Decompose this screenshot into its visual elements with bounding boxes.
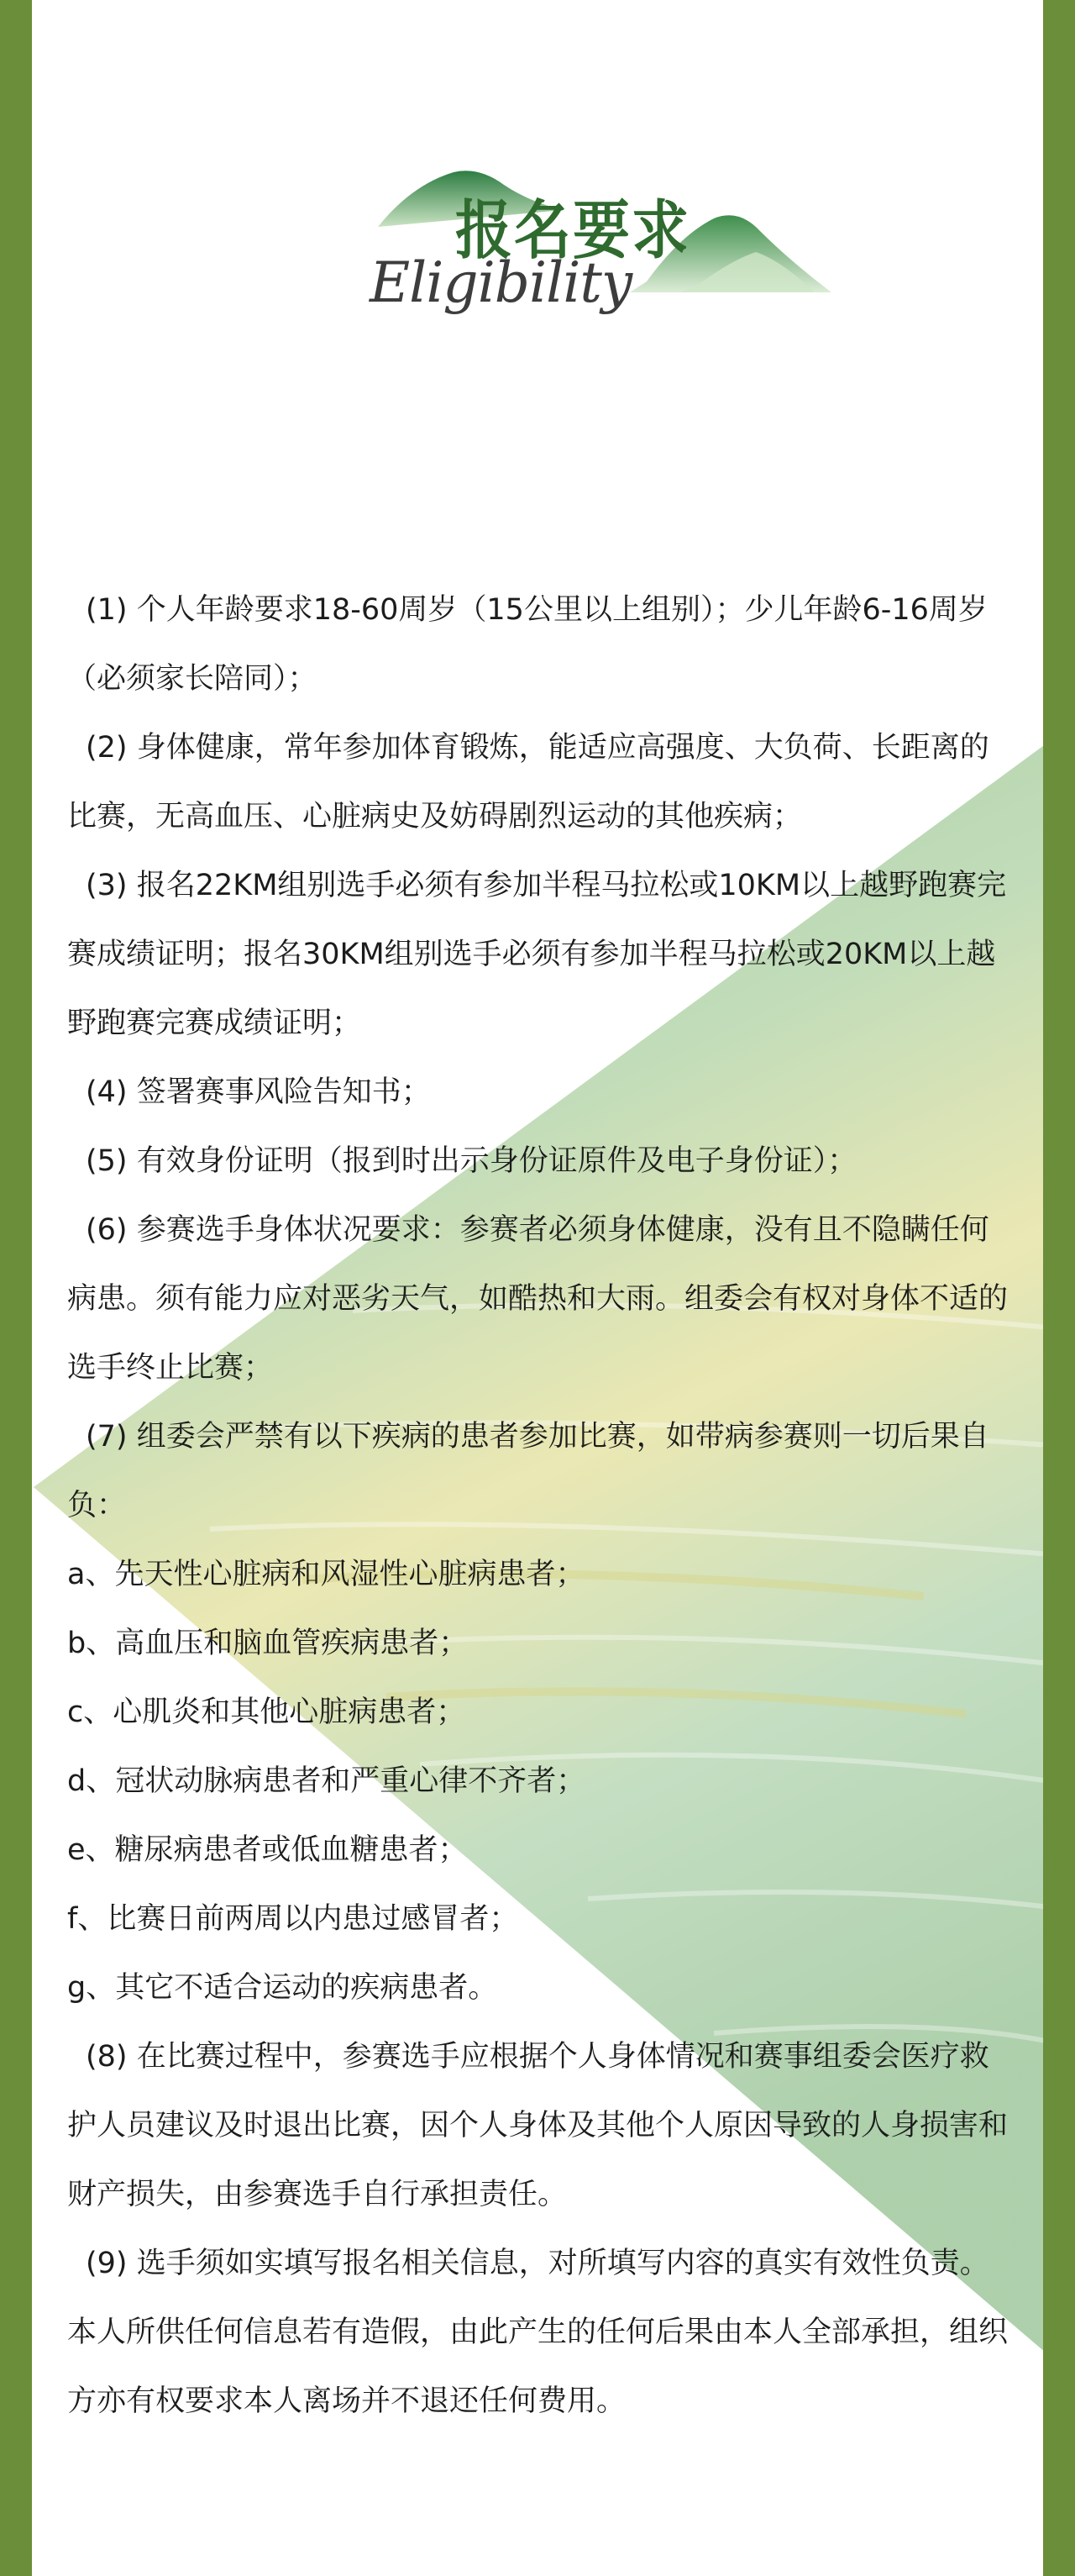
disease-item: c、心肌炎和其他心脏病患者； (67, 1695, 466, 1729)
requirement-item: (9) 选手须如实填写报名相关信息，对所填写内容的真实有效性负责。本人所供任何信息若有造假，由此产生的任何后果由本人全部承担，组织方亦有权要求本人离场并不退还任何费用。 (67, 2247, 1009, 2418)
disease-item: b、高血压和脑血管疾病患者； (67, 1627, 469, 1660)
right-border (1043, 0, 1075, 2576)
requirement-item: (6) 参赛选手身体状况要求：参赛者必须身体健康，没有且不隐瞒任何病患。须有能力应对恶劣天气，如酷热和大雨。组委会有权对身体不适的选手终止比赛； (67, 1213, 1009, 1385)
requirement-item: (8) 在比赛过程中，参赛选手应根据个人身体情况和赛事组委会医疗救护人员建议及时退出比赛，因个人身体及其他个人原因导致的人身损害和财产损失，由参赛选手自行承担责任。 (67, 2040, 1009, 2211)
requirement-item: (4) 签署赛事风险告知书； (86, 1075, 431, 1109)
section-header (361, 160, 848, 361)
disease-item: e、糖尿病患者或低血糖患者； (67, 1833, 468, 1867)
disease-item: f、比赛日前两周以内患过感冒者； (67, 1902, 519, 1936)
page-subtitle: Eligibility (370, 250, 632, 315)
requirement-item: (7) 组委会严禁有以下疾病的患者参加比赛，如带病参赛则一切后果自负： (67, 1420, 989, 1522)
requirement-item: (5) 有效身份证明（报到时出示身份证原件及电子身份证）； (86, 1144, 857, 1178)
disease-item: a、先天性心脏病和风湿性心脏病患者； (67, 1558, 585, 1591)
disease-item: d、冠状动脉病患者和严重心律不齐者； (67, 1764, 586, 1798)
requirement-item: (3) 报名22KM组别选手必须有参加半程马拉松或10KM以上越野跑赛完赛成绩证明；报名30KM组别选手必须有参加半程马拉松或20KM以上越野跑赛完赛成绩证明； (67, 869, 1007, 1040)
requirement-item: (1) 个人年龄要求18-60周岁（15公里以上组别）；少儿年龄6-16周岁（必须家长陪同）； (67, 593, 988, 696)
page-title: 报名要求 (455, 193, 691, 269)
requirements-body (67, 576, 1016, 2436)
requirement-item: (2) 身体健康，常年参加体育锻炼，能适应高强度、大负荷、长距离的比赛，无高血压、心脏病史及妨碍剧烈运动的其他疾病； (67, 731, 989, 833)
disease-item: g、其它不适合运动的疾病患者。 (67, 1971, 498, 2005)
left-border (0, 0, 32, 2576)
